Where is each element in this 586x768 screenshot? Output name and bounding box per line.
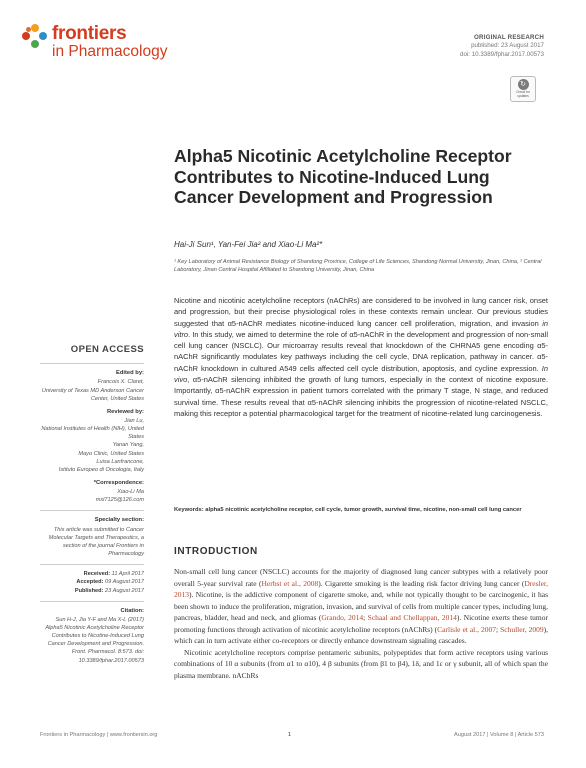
citation-link[interactable]: Schuller, 2009 <box>500 624 544 634</box>
editor-name: Francois X. Claret, <box>97 379 144 386</box>
intro-text: ; <box>496 624 501 634</box>
keywords-label: Keywords: <box>174 507 204 513</box>
reviewer-3-affiliation: Istituto Europeo di Oncologia, Italy <box>58 466 144 473</box>
accepted-label: Accepted: <box>76 579 104 586</box>
citation-link[interactable]: Carlisle et al., 2007 <box>437 624 496 634</box>
check-updates-label: Check for updates <box>516 90 530 98</box>
sidebar-published-date: 23 August 2017 <box>105 587 144 594</box>
sidebar-editorial <box>40 360 144 665</box>
citation-link[interactable]: Grando, 2014 <box>321 613 364 622</box>
authors: Hai-Ji Sun¹, Yan-Fei Jia² and Xiao-Li Ma²* <box>174 240 323 249</box>
specialty-section-label: Specialty section: <box>94 517 144 524</box>
intro-text: ). Cigarette smoking is the leading risk factor driving lung cancer ( <box>318 578 525 588</box>
abstract-text-3: , α5-nAChR silencing inhibited the growth of lung tumors, especially in the context of nicotine exposure. Importantly, α5-nAChR expression in patient tumors correlated with the primary T stage, N stage, and reduced survival time. These results reveal that α5-nAChR silencing inhibits the progression of nicotine-related NSCLC, making this receptor a potential pharmacological target for the treatment of nicotine-related lung carcinogenesis. <box>174 375 548 418</box>
correspondence-name: Xiao-Li Ma <box>117 489 144 496</box>
frontiers-logo-icon <box>22 24 48 50</box>
editor-affiliation: University of Texas MD Anderson Cancer Center, United States <box>41 387 144 402</box>
intro-text: ). Nicotine, is the addictive component of cigarette smoke, and, while not typically thought to be carcinogenic, it has been shown to induce the proliferation, migration, invasion, and survival of cells from multiple cancer types, including lung, pancreas, bladder, head and neck, and gliomas ( <box>174 590 548 622</box>
check-for-updates-badge[interactable] <box>510 76 536 102</box>
abstract-italic-2: In vivo <box>174 363 548 385</box>
logo-line-1: frontiers <box>52 23 127 44</box>
edited-by-label: Edited by: <box>115 370 144 376</box>
footer-issue: August 2017 | Volume 8 | Article 573 <box>454 732 544 738</box>
abstract-italic-1: in vitro <box>174 318 548 339</box>
abstract-text-2: . In this study, we aimed to determine the role of α5-nAChR in the development and progression of non-small cell lung cancer (NSCLC). Our microarray results reveal that knockdown of the CHRNA5 gene encoding α5-nAChR significantly modulates key pathways including the cell cycle, DNA replication, pathway in cancer. α5-nAChR knockdown in cultured A549 cells affected cell cycle distribution, apoptosis, and cycline expression. <box>174 329 548 373</box>
refresh-icon: ↻ <box>518 79 529 90</box>
intro-paragraph-1 <box>174 566 548 647</box>
abstract-text-1: Nicotine and nicotinic acetylcholine receptors (nAChRs) are considered to be involved in lung cancer risk, onset and progression, but their precise physiological roles in these contexts remain unclear. Our previous studies suggested that α5-nAChR mediates nicotine-induced lung cancer cell proliferation, migration, and invasion <box>174 296 548 328</box>
article-type: ORIGINAL RESEARCH <box>474 34 544 41</box>
citation-link[interactable]: Schaal and Chellappan, 2014 <box>367 613 457 622</box>
article-title: Alpha5 Nicotinic Acetylcholine Receptor Contributes to Nicotine-Induced Lung Cancer Development and Progression <box>174 146 512 207</box>
received-label: Received: <box>83 571 111 578</box>
reviewed-by-label: Reviewed by: <box>106 408 144 415</box>
intro-paragraph-2: Nicotinic acetylcholine receptors comprise pentameric subunits, polypeptides that form active receptors using various combinations of 10 α subunits (from α1 to α10), 4 β subunits (from β1 to β4), 1δ, and 1ε or γ subunit, all of which span the plasma membrane. nAChRs <box>174 647 548 680</box>
published-label: Published: <box>74 587 104 594</box>
reviewer-3-name: Luisa Lanfrancone, <box>96 458 144 465</box>
reviewer-1-name: Jian Lu, <box>124 418 144 425</box>
correspondence-email[interactable]: mxl7125@126.com <box>95 497 144 504</box>
keywords <box>174 506 548 514</box>
keywords-text: alpha5 nicotinic acetylcholine receptor, cell cycle, tumor growth, survival time, nicotine, non-small cell lung cancer <box>205 507 522 513</box>
abstract <box>174 295 548 419</box>
citation-text: Sun H-J, Jia Y-F and Ma X-L (2017) Alpha5 Nicotinic Acetylcholine Receptor Contributes to Nicotine-Induced Lung Cancer Development and Progression. Front. Pharmacol. 8:573. doi: 10.3389/fphar.2017.00573 <box>45 617 144 664</box>
specialty-section-text: This article was submitted to Cancer Molecular Targets and Therapeutics, a section of the journal Frontiers in Pharmacology <box>48 526 144 558</box>
introduction-body <box>174 566 548 681</box>
logo-line-2: in Pharmacology <box>52 43 168 60</box>
citation-link[interactable]: Herbst et al., 2008 <box>261 578 319 588</box>
citation-link[interactable]: Dresler, 2013 <box>174 578 548 599</box>
affiliations: ¹ Key Laboratory of Animal Resistance Biology of Shandong Province, College of Life Sciences, Shandong Normal University, Jinan, China, ² Central Laboratory, Jinan Central Hospital Affiliated to Shandong University, Jinan, China <box>174 259 542 274</box>
intro-text: ; <box>363 613 368 622</box>
reviewer-2-name: Yanan Yang, <box>112 442 144 449</box>
intro-text: Non-small cell lung cancer (NSCLC) accounts for the majority of diagnosed lung cancer subtypes with a relatively poor overall 5-year survival rate ( <box>174 567 548 588</box>
footer-journal[interactable]: Frontiers in Pharmacology | www.frontiersin.org <box>40 732 158 738</box>
citation-label: Citation: <box>120 607 144 614</box>
doi[interactable]: doi: 10.3389/fphar.2017.00573 <box>460 50 544 58</box>
introduction-heading: INTRODUCTION <box>174 546 258 557</box>
page-number: 1 <box>288 732 292 738</box>
reviewer-1-affiliation: National Institutes of Health (NIH), United States <box>41 426 144 441</box>
published-date: published: 23 August 2017 <box>471 42 544 50</box>
received-date: 11 April 2017 <box>111 571 144 578</box>
intro-text: ), which can in turn activate either co-receptors or directly enhance downstream signaling cascades. <box>174 624 548 645</box>
intro-text: ). Nicotine exerts these tumor promoting functions through activation of nicotinic acetylcholine receptors (nAChRs) ( <box>174 613 549 634</box>
accepted-date: 09 August 2017 <box>105 579 144 586</box>
article-dates <box>40 570 144 594</box>
journal-logo <box>22 24 167 60</box>
reviewer-2-affiliation: Mayo Clinic, United States <box>78 450 144 457</box>
correspondence-label: *Correspondence: <box>93 479 144 486</box>
open-access-label: OPEN ACCESS <box>70 344 144 355</box>
article-meta <box>460 34 544 59</box>
